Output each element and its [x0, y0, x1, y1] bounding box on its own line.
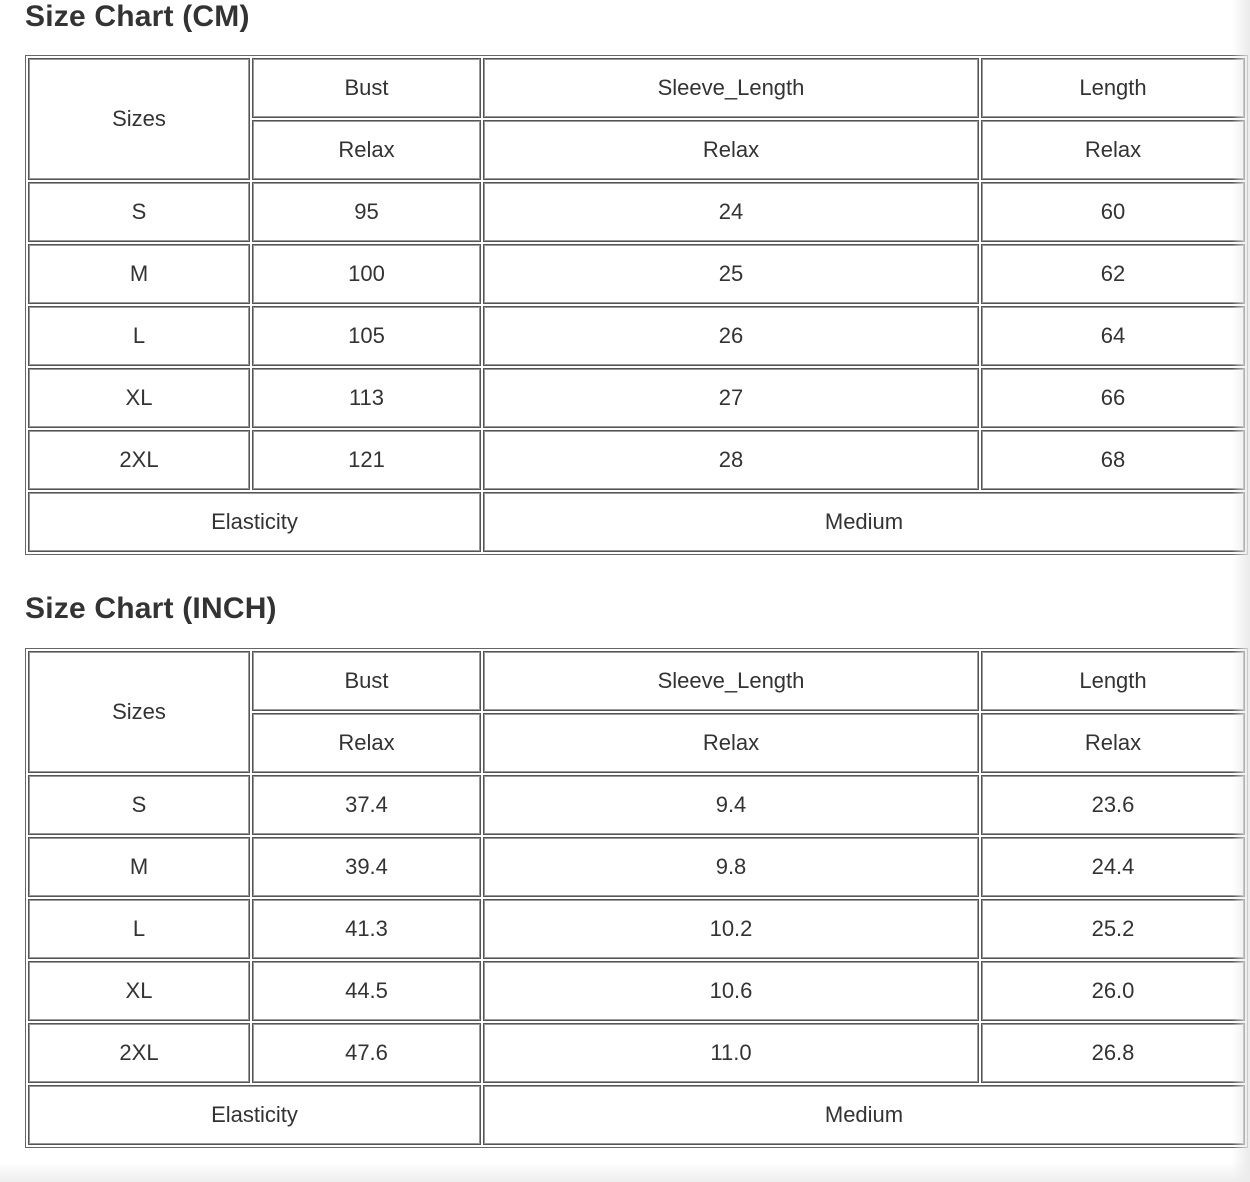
- table-row: [28, 182, 1245, 242]
- page-edge-shadow-right: [1232, 0, 1250, 1182]
- bust-cell: 39.4: [252, 837, 481, 897]
- sleeve-length-cell: 11.0: [483, 1023, 979, 1083]
- elasticity-row: [28, 1085, 1245, 1145]
- table-row: [28, 368, 1245, 428]
- size-cell: M: [28, 837, 250, 897]
- size-cell: M: [28, 244, 250, 304]
- elasticity-value: Medium: [483, 492, 1245, 552]
- sleeve-length-cell: 9.4: [483, 775, 979, 835]
- table-row: [28, 306, 1245, 366]
- bust-cell: 113: [252, 368, 481, 428]
- inch-size-table: [25, 648, 1248, 1148]
- size-cell: XL: [28, 368, 250, 428]
- sizes-header: Sizes: [28, 58, 250, 180]
- sleeve-length-header: Sleeve_Length: [483, 651, 979, 711]
- size-cell: S: [28, 182, 250, 242]
- bust-cell: 100: [252, 244, 481, 304]
- bust-cell: 41.3: [252, 899, 481, 959]
- table-row: [28, 244, 1245, 304]
- table-header-row: [28, 58, 1245, 118]
- length-subheader: Relax: [981, 713, 1245, 773]
- bust-cell: 95: [252, 182, 481, 242]
- length-cell: 62: [981, 244, 1245, 304]
- size-cell: XL: [28, 961, 250, 1021]
- length-cell: 26.8: [981, 1023, 1245, 1083]
- sleeve-length-cell: 10.6: [483, 961, 979, 1021]
- length-cell: 26.0: [981, 961, 1245, 1021]
- length-cell: 64: [981, 306, 1245, 366]
- page-edge-shadow-bottom: [0, 1162, 1250, 1182]
- sleeve-length-cell: 24: [483, 182, 979, 242]
- elasticity-value: Medium: [483, 1085, 1245, 1145]
- elasticity-label: Elasticity: [28, 492, 481, 552]
- table-row: [28, 899, 1245, 959]
- bust-cell: 47.6: [252, 1023, 481, 1083]
- sleeve-length-cell: 28: [483, 430, 979, 490]
- elasticity-label: Elasticity: [28, 1085, 481, 1145]
- size-cell: 2XL: [28, 1023, 250, 1083]
- table-row: [28, 775, 1245, 835]
- bust-subheader: Relax: [252, 713, 481, 773]
- bust-header: Bust: [252, 58, 481, 118]
- size-cell: L: [28, 899, 250, 959]
- sleeve-length-cell: 9.8: [483, 837, 979, 897]
- bust-cell: 37.4: [252, 775, 481, 835]
- length-cell: 25.2: [981, 899, 1245, 959]
- length-cell: 24.4: [981, 837, 1245, 897]
- sleeve-length-cell: 10.2: [483, 899, 979, 959]
- length-subheader: Relax: [981, 120, 1245, 180]
- length-cell: 60: [981, 182, 1245, 242]
- table-row: [28, 961, 1245, 1021]
- size-cell: 2XL: [28, 430, 250, 490]
- length-header: Length: [981, 651, 1245, 711]
- table-row: [28, 430, 1245, 490]
- table-row: [28, 1023, 1245, 1083]
- length-header: Length: [981, 58, 1245, 118]
- sleeve-length-cell: 26: [483, 306, 979, 366]
- bust-subheader: Relax: [252, 120, 481, 180]
- bust-cell: 121: [252, 430, 481, 490]
- bust-cell: 105: [252, 306, 481, 366]
- elasticity-row: [28, 492, 1245, 552]
- bust-header: Bust: [252, 651, 481, 711]
- sleeve-length-cell: 25: [483, 244, 979, 304]
- cm-size-table: [25, 55, 1248, 555]
- bust-cell: 44.5: [252, 961, 481, 1021]
- sleeve-length-header: Sleeve_Length: [483, 58, 979, 118]
- size-cell: L: [28, 306, 250, 366]
- table-header-row: [28, 651, 1245, 711]
- sleeve-length-subheader: Relax: [483, 713, 979, 773]
- size-cell: S: [28, 775, 250, 835]
- length-cell: 68: [981, 430, 1245, 490]
- sizes-header: Sizes: [28, 651, 250, 773]
- sleeve-length-subheader: Relax: [483, 120, 979, 180]
- cm-chart-title: Size Chart (CM): [25, 0, 250, 33]
- sleeve-length-cell: 27: [483, 368, 979, 428]
- table-row: [28, 837, 1245, 897]
- length-cell: 66: [981, 368, 1245, 428]
- inch-chart-title: Size Chart (INCH): [25, 592, 277, 625]
- length-cell: 23.6: [981, 775, 1245, 835]
